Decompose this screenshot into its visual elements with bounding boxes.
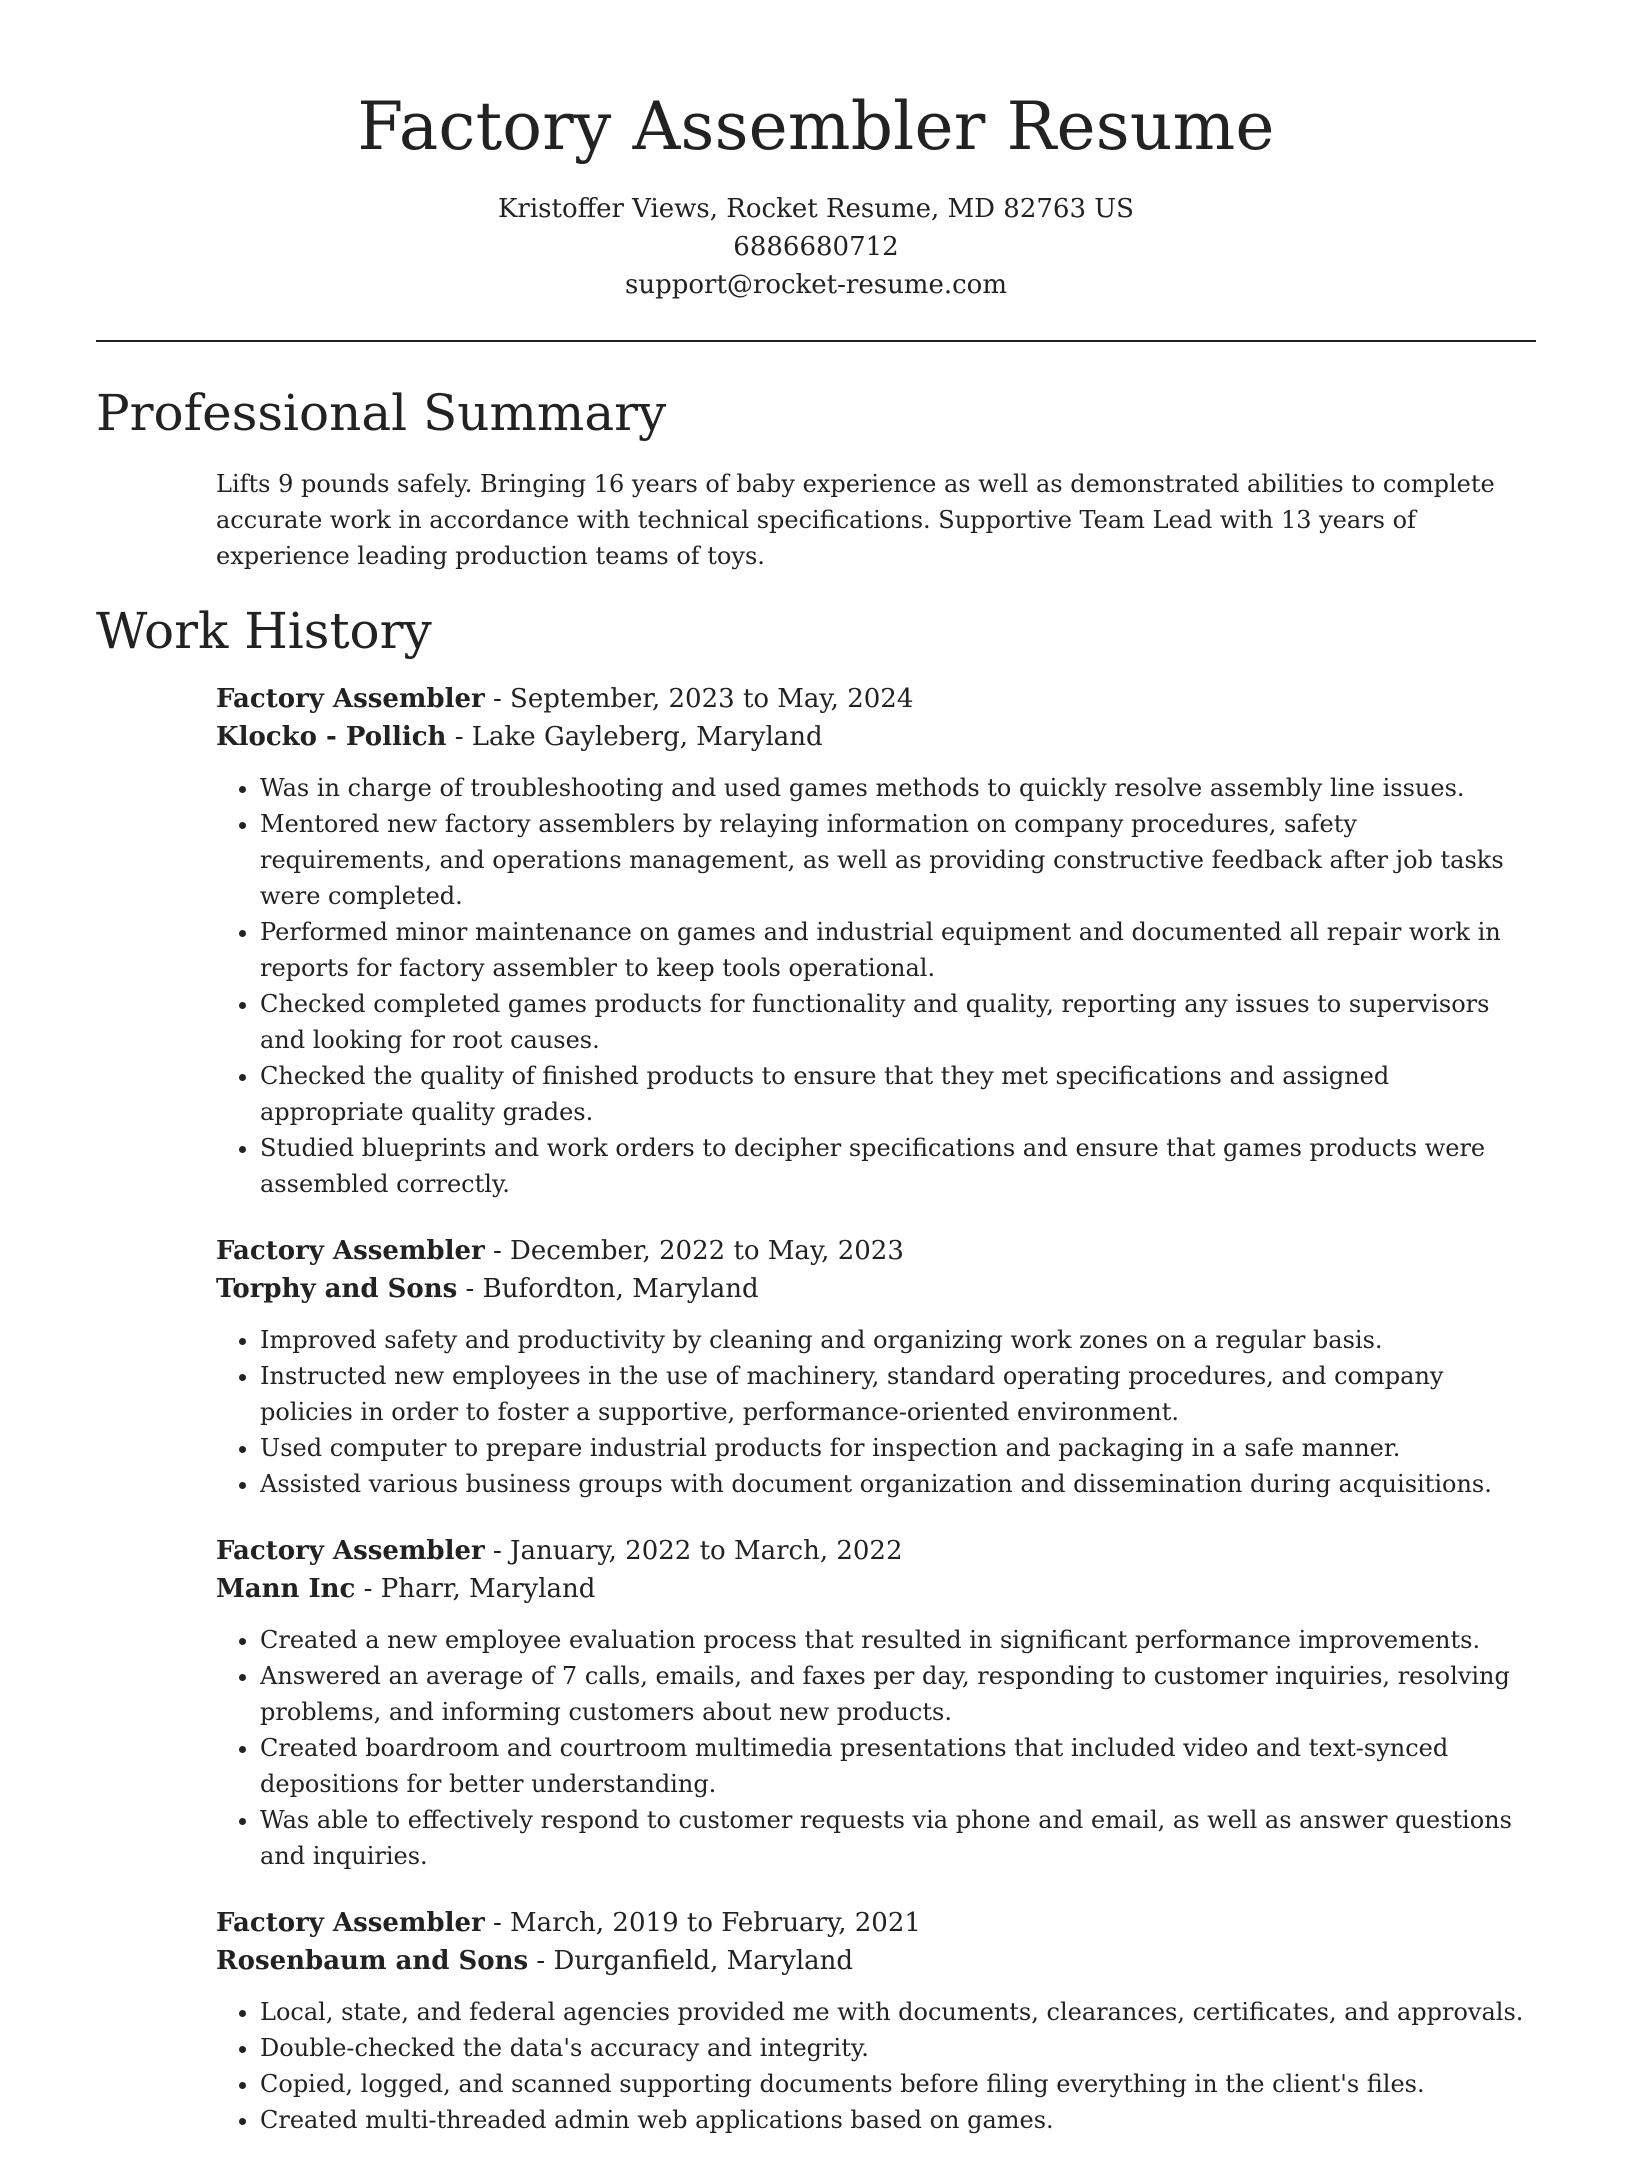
resume-header (96, 0, 1536, 304)
job-title: Factory Assembler (216, 1236, 485, 1266)
summary-text: Lifts 9 pounds safely. Bringing 16 years of baby experience as well as demonstrated abilities to complete accurate work in accordance with technical specifications. Supportive Team Lead with 13 years of experience leading production teams of toys. (216, 470, 1495, 570)
job-bullet: • Answered an average of 7 calls, emails, and faxes per day, responding to customer inquiries, resolving problems, and informing customers about new products. (260, 1658, 1536, 1730)
work-history-list (216, 680, 1536, 2138)
job-bullets (216, 770, 1536, 1202)
job-bullet: • Double-checked the data's accuracy and integrity. (260, 2030, 1536, 2066)
job-entry (216, 1232, 1536, 1502)
job-bullet: • Local, state, and federal agencies provided me with documents, clearances, certificates, and approvals. (260, 1994, 1536, 2030)
job-location: - Lake Gayleberg, Maryland (446, 722, 823, 752)
job-dates: - September, 2023 to May, 2024 (484, 684, 914, 714)
job-bullet: • Checked completed games products for functionality and quality, reporting any issues to supervisors and looking for root causes. (260, 986, 1536, 1058)
job-title-line (216, 1232, 1536, 1270)
job-location: - Durganfield, Maryland (528, 1946, 854, 1976)
job-title-line (216, 680, 1536, 718)
job-company: Rosenbaum and Sons (216, 1946, 529, 1976)
address-line: Kristoffer Views, Rocket Resume, MD 82763 US (497, 194, 1134, 224)
page-title: Factory Assembler Resume (357, 88, 1275, 165)
job-title: Factory Assembler (216, 684, 485, 714)
job-company-line (216, 718, 1536, 756)
job-bullet: • Checked the quality of finished products to ensure that they met specifications and assigned appropriate quality grades. (260, 1058, 1536, 1130)
job-company: Mann Inc (216, 1574, 356, 1604)
job-bullets (216, 1322, 1536, 1502)
job-bullet: • Mentored new factory assemblers by relaying information on company procedures, safety requirements, and operations management, as well as providing constructive feedback after job tasks were completed. (260, 806, 1536, 914)
job-dates: - March, 2019 to February, 2021 (484, 1908, 921, 1938)
job-company-line (216, 1270, 1536, 1308)
job-company-line (216, 1570, 1536, 1608)
summary-heading: Professional Summary (96, 384, 667, 442)
job-bullet: • Used computer to prepare industrial products for inspection and packaging in a safe manner. (260, 1430, 1536, 1466)
job-bullet: • Assisted various business groups with document organization and dissemination during acquisitions. (260, 1466, 1536, 1502)
job-title-line (216, 1532, 1536, 1570)
email-line: support@rocket-resume.com (624, 270, 1007, 300)
resume-page (96, 0, 1536, 2168)
job-bullet: • Instructed new employees in the use of machinery, standard operating procedures, and company policies in order to foster a supportive, performance-oriented environment. (260, 1358, 1536, 1430)
job-entry (216, 1532, 1536, 1874)
job-bullet: • Created a new employee evaluation process that resulted in significant performance improvements. (260, 1622, 1536, 1658)
job-bullets (216, 1994, 1536, 2138)
work-history-heading: Work History (96, 602, 432, 660)
job-entry (216, 1904, 1536, 2138)
job-company: Torphy and Sons (216, 1274, 458, 1304)
job-bullet: • Studied blueprints and work orders to decipher specifications and ensure that games products were assembled correctly. (260, 1130, 1536, 1202)
job-dates: - December, 2022 to May, 2023 (484, 1236, 904, 1266)
job-title: Factory Assembler (216, 1536, 485, 1566)
job-bullet: • Created multi-threaded admin web applications based on games. (260, 2102, 1536, 2138)
job-company: Klocko - Pollich (216, 722, 447, 752)
job-dates: - January, 2022 to March, 2022 (484, 1536, 903, 1566)
job-bullet: • Created boardroom and courtroom multimedia presentations that included video and text-synced depositions for better understanding. (260, 1730, 1536, 1802)
job-bullet: • Improved safety and productivity by cleaning and organizing work zones on a regular basis. (260, 1322, 1536, 1358)
header-divider (96, 340, 1536, 342)
job-location: - Pharr, Maryland (355, 1574, 596, 1604)
job-entry (216, 680, 1536, 1202)
phone-line: 6886680712 (733, 232, 899, 262)
job-company-line (216, 1942, 1536, 1980)
job-bullet: • Copied, logged, and scanned supporting documents before filing everything in the client's files. (260, 2066, 1536, 2102)
job-bullet: • Was able to effectively respond to customer requests via phone and email, as well as answer questions and inquiries. (260, 1802, 1536, 1874)
job-bullet: • Was in charge of troubleshooting and used games methods to quickly resolve assembly line issues. (260, 770, 1536, 806)
job-location: - Bufordton, Maryland (457, 1274, 759, 1304)
job-title-line (216, 1904, 1536, 1942)
job-bullet: • Performed minor maintenance on games and industrial equipment and documented all repair work in reports for factory assembler to keep tools operational. (260, 914, 1536, 986)
job-title: Factory Assembler (216, 1908, 485, 1938)
job-bullets (216, 1622, 1536, 1874)
contact-info (96, 190, 1536, 304)
